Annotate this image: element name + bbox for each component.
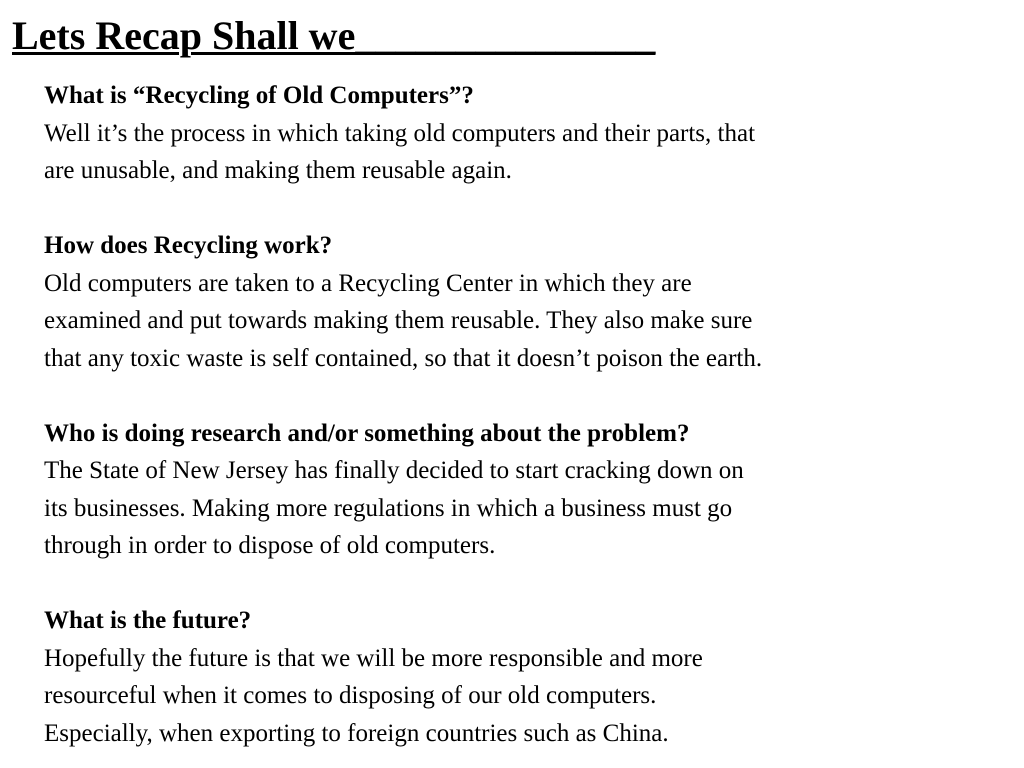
- section-future: [44, 602, 1004, 752]
- answer-line: examined and put towards making them reusable. They also make sure: [44, 307, 753, 334]
- answer-line: The State of New Jersey has finally decided to start cracking down on: [44, 457, 744, 484]
- slide-title: Lets Recap Shall we_______________: [12, 13, 656, 58]
- answer-line: resourceful when it comes to disposing of our old computers.: [44, 682, 657, 709]
- answer-line: that any toxic waste is self contained, so that it doesn’t poison the earth.: [44, 344, 763, 372]
- section-definition: [44, 77, 1004, 190]
- answer-line: through in order to dispose of old computers.: [44, 532, 496, 559]
- question-heading: What is the future?: [44, 607, 252, 634]
- answer-line: are unusable, and making them reusable again.: [44, 157, 512, 184]
- answer-line: Old computers are taken to a Recycling Center in which they are: [44, 269, 692, 297]
- question-heading: Who is doing research and/or something about the problem?: [44, 419, 690, 447]
- section-how-it-works: [44, 227, 1004, 377]
- answer-line: Well it’s the process in which taking old computers and their parts, that: [44, 119, 756, 147]
- recap-content: [44, 77, 1004, 752]
- answer-line: Especially, when exporting to foreign countries such as China.: [44, 719, 669, 747]
- section-research: [44, 415, 1004, 565]
- answer-line: its businesses. Making more regulations in which a business must go: [44, 494, 733, 522]
- answer-line: Hopefully the future is that we will be more responsible and more: [44, 644, 703, 672]
- question-heading: What is “Recycling of Old Computers”?: [44, 82, 474, 109]
- question-heading: How does Recycling work?: [44, 232, 333, 259]
